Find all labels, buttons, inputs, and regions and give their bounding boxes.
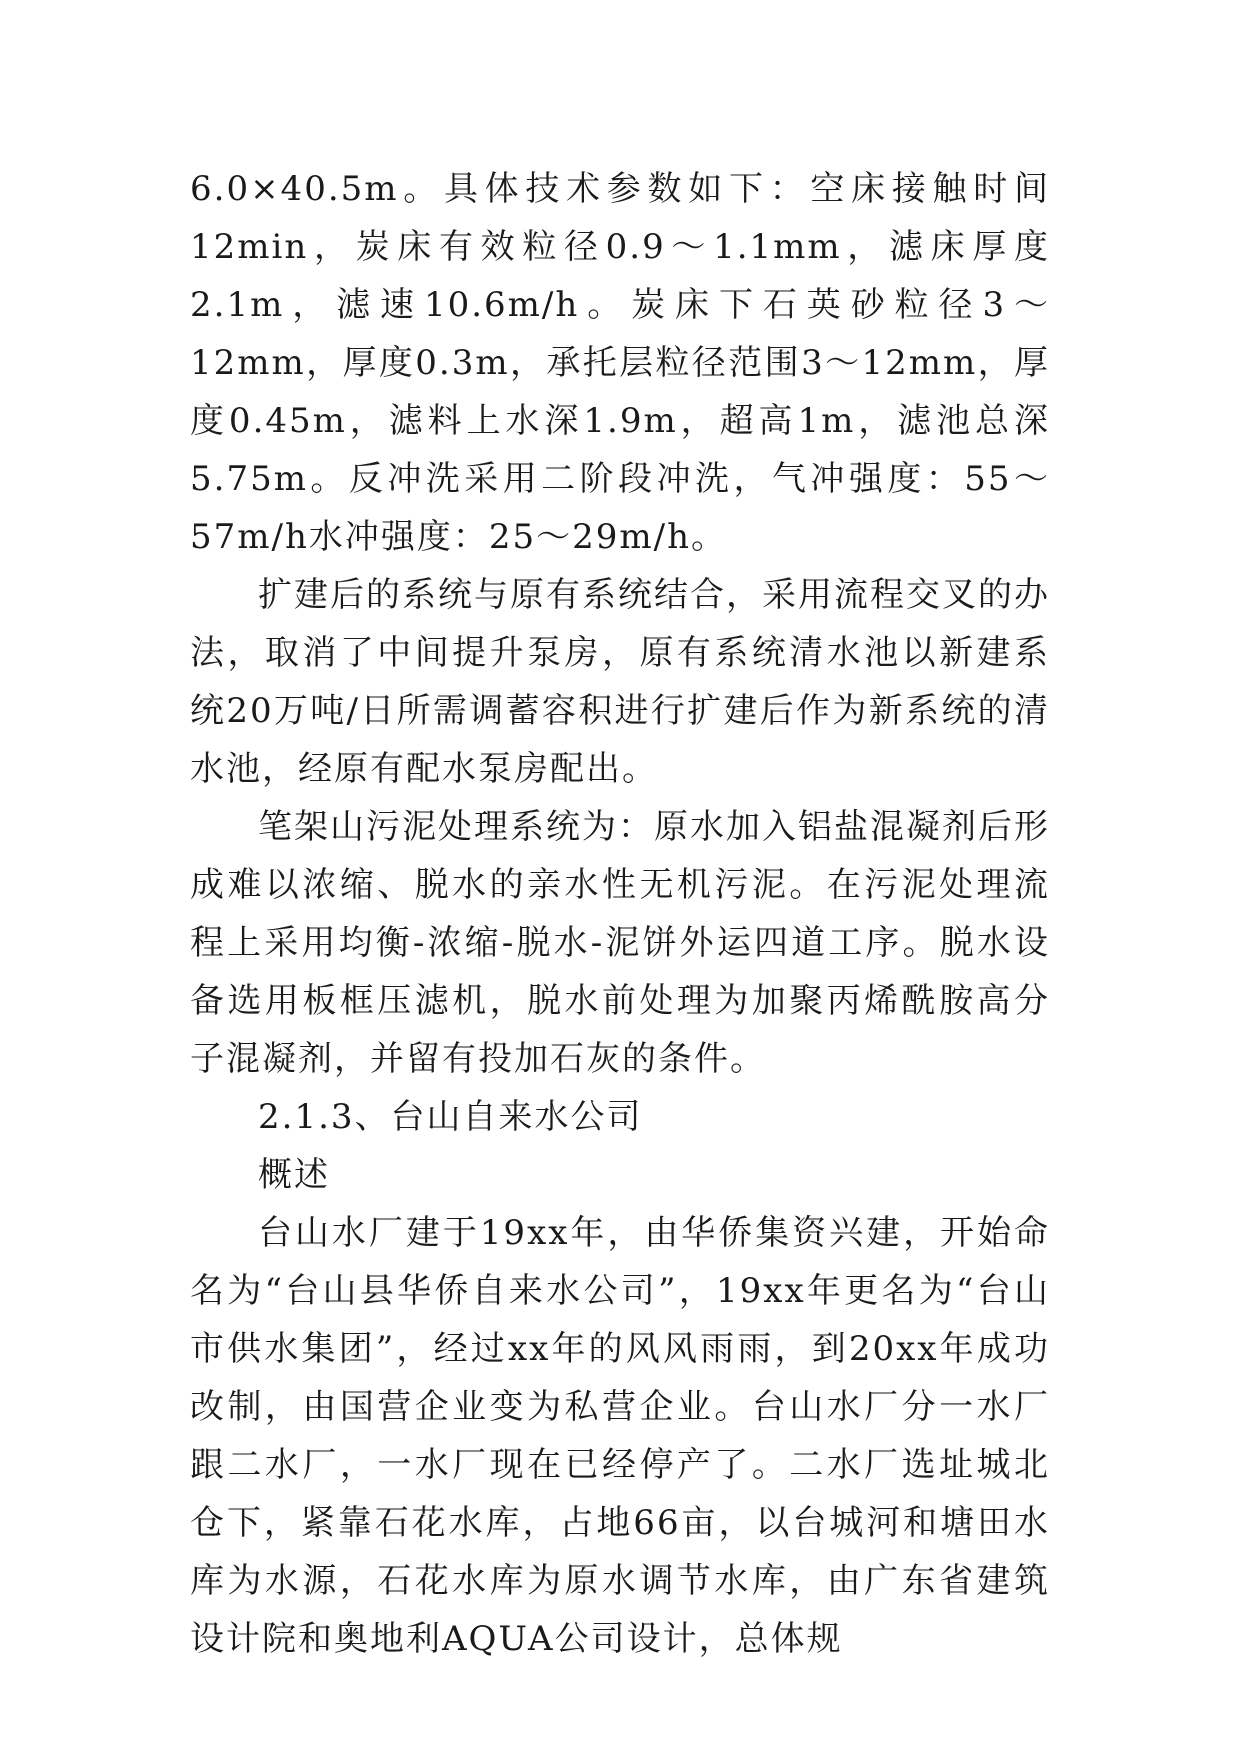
paragraph-filter-parameters: 6.0×40.5m。具体技术参数如下：空床接触时间12min，炭床有效粒径0.9～1.1mm，滤床厚度2.1m，滤速10.6m/h。炭床下石英砂粒径3～12mm，厚度0.3m，承托层粒径范围3～12mm，厚度0.45m，滤料上水深1.9m，超高1m，滤池总深5.75m。反冲洗采用二阶段冲洗，气冲强度：55～57m/h水冲强度：25～29m/h。 bbox=[190, 169, 1050, 557]
subsection-heading: 概述 bbox=[258, 1155, 330, 1195]
document-body bbox=[190, 160, 1050, 1668]
paragraph-sludge-treatment: 笔架山污泥处理系统为：原水加入铝盐混凝剂后形成难以浓缩、脱水的亲水性无机污泥。在污泥处理流程上采用均衡-浓缩-脱水-泥饼外运四道工序。脱水设备选用板框压滤机，脱水前处理为加聚丙烯酰胺高分子混凝剂，并留有投加石灰的条件。 bbox=[190, 807, 1050, 1079]
section-heading: 2.1.3、台山自来水公司 bbox=[258, 1097, 643, 1137]
paragraph-system-expansion: 扩建后的系统与原有系统结合，采用流程交叉的办法，取消了中间提升泵房，原有系统清水池以新建系统20万吨/日所需调蓄容积进行扩建后作为新系统的清水池，经原有配水泵房配出。 bbox=[190, 575, 1050, 789]
paragraph-taishan-overview: 台山水厂建于19xx年，由华侨集资兴建，开始命名为“台山县华侨自来水公司”，19xx年更名为“台山市供水集团”，经过xx年的风风雨雨，到20xx年成功改制，由国营企业变为私营企业。台山水厂分一水厂跟二水厂，一水厂现在已经停产了。二水厂选址城北仓下，紧靠石花水库，占地66亩，以台城河和塘田水库为水源，石花水库为原水调节水库，由广东省建筑设计院和奥地利AQUA公司设计，总体规 bbox=[190, 1213, 1050, 1659]
